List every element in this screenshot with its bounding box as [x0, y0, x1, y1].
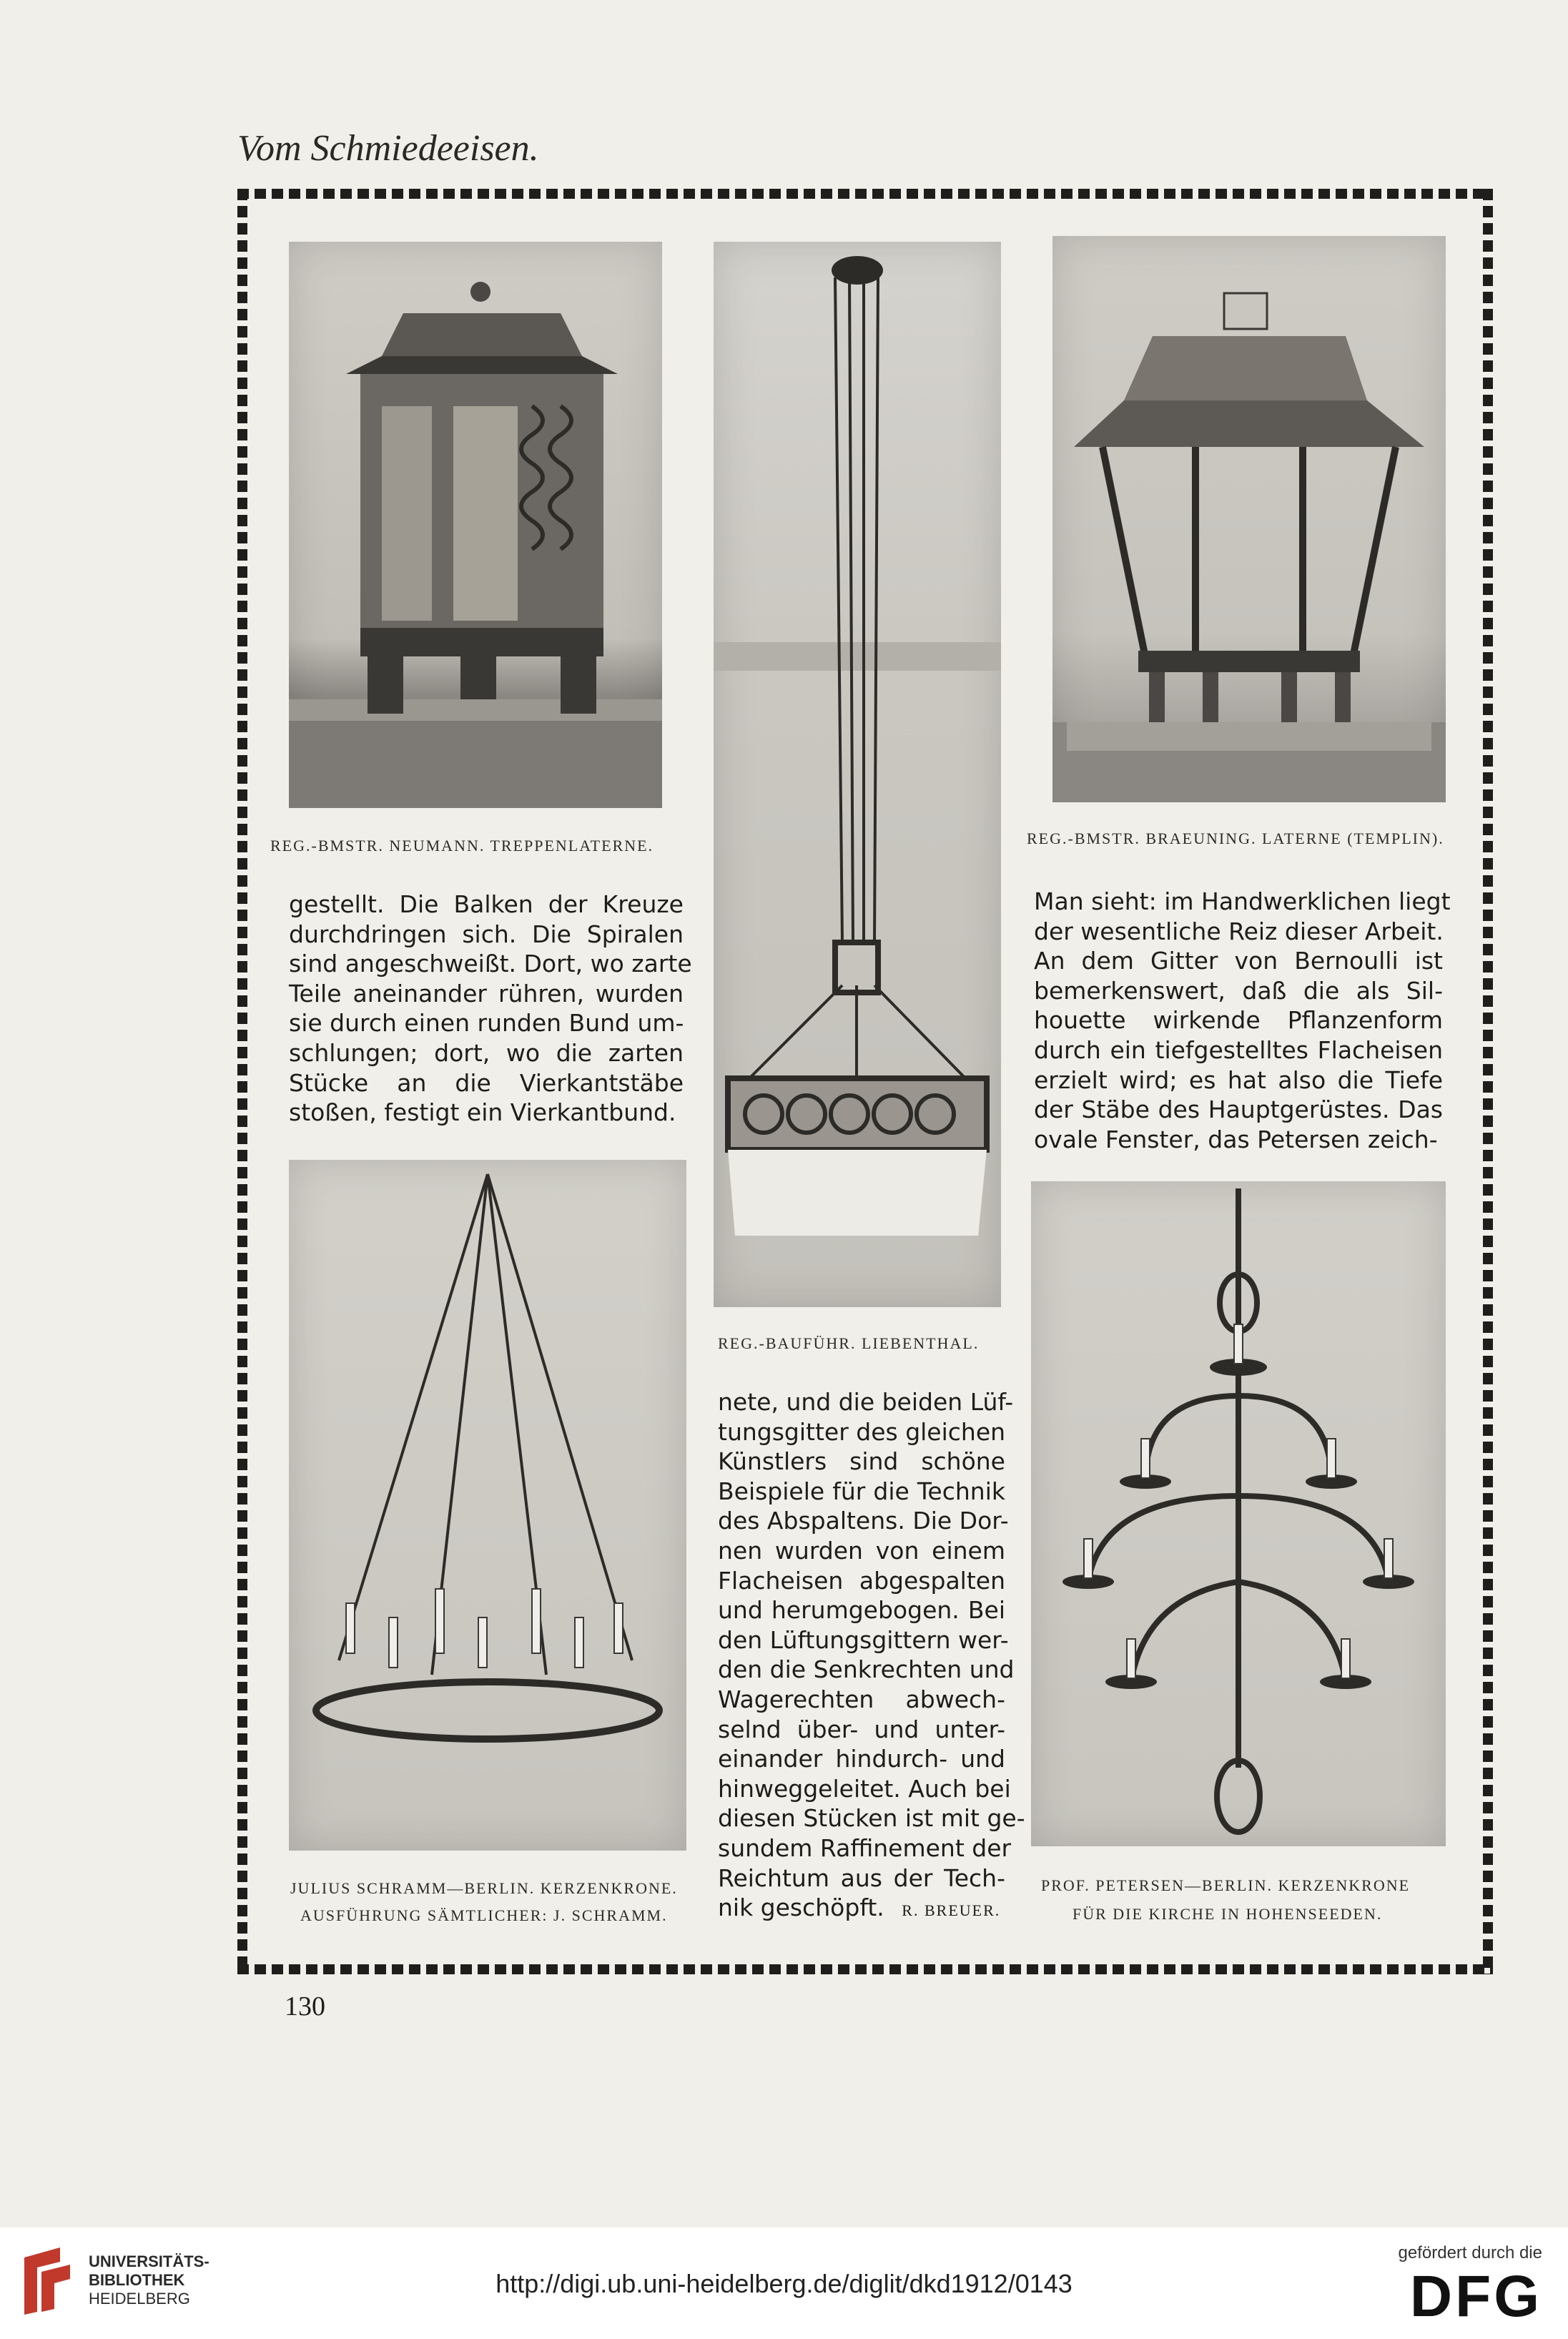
text-line: Flacheisen abgespalten: [718, 1566, 1005, 1595]
text-line: selnd über- und unter-: [718, 1715, 1005, 1743]
photo-schramm-chandelier: [289, 1160, 686, 1851]
text-line: durch ein tiefgestelltes Flacheisen: [1034, 1035, 1443, 1064]
text-line: Wagerechten abwech-: [718, 1685, 1005, 1713]
text-line: Beispiele für die Technik: [718, 1477, 1005, 1505]
caption-pendant-lamp: REG.-BAUFÜHR. LIEBENTHAL.: [718, 1334, 980, 1352]
photo-stair-lantern: [289, 242, 662, 808]
funded-by-label: gefördert durch die: [1398, 2243, 1542, 2262]
text-line: Teile aneinander rühren, wurden: [289, 979, 684, 1008]
text-line: sind angeschweißt. Dort, wo zarte: [289, 950, 692, 978]
caption-schramm-2: AUSFÜHRUNG SÄMTLICHER: J. SCHRAMM.: [300, 1906, 668, 1924]
text-line: sie durch einen runden Bund um-: [289, 1009, 684, 1038]
text-line: der wesentliche Reiz dieser Arbeit.: [1034, 917, 1444, 945]
text-line: Künstlers sind schöne: [718, 1447, 1005, 1476]
photo-petersen-chandelier: [1031, 1181, 1446, 1846]
templin-lantern-drawing: [1052, 236, 1446, 802]
caption-schramm-1: JULIUS SCHRAMM—BERLIN. KERZENKRONE.: [290, 1879, 678, 1897]
dfg-logo: DFG: [1409, 2264, 1542, 2329]
text-line: ovale Fenster, das Petersen zeich-: [1034, 1125, 1438, 1153]
photo-templin-lantern: [1052, 236, 1446, 802]
caption-templin-lantern: REG.-BMSTR. BRAEUNING. LATERNE (TEMPLIN).: [1027, 829, 1444, 847]
text-line: den Lüftungsgittern wer-: [718, 1625, 1009, 1654]
library-line: UNIVERSITÄTS-: [89, 2252, 209, 2270]
frame-left: [237, 189, 247, 1974]
library-line: HEIDELBERG: [89, 2290, 190, 2308]
footer-bar: [0, 2227, 1568, 2339]
text-line: hinweggeleitet. Auch bei: [718, 1774, 1011, 1803]
text-line: Man sieht: im Handwerklichen liegt: [1034, 887, 1451, 915]
text-line: Stücke an die Vierkantstäbe: [289, 1068, 684, 1097]
text-line-final: [718, 1893, 1005, 1926]
page-number: 130: [285, 1991, 325, 2022]
petersen-chandelier-drawing: [1031, 1181, 1446, 1846]
text-column-right: [1034, 887, 1451, 1154]
text-line: erzielt wird; es hat also die Tiefe: [1034, 1065, 1443, 1094]
library-line: BIBLIOTHEK: [89, 2271, 185, 2289]
caption-petersen-2: FÜR DIE KIRCHE IN HOHENSEEDEN.: [1073, 1905, 1383, 1923]
text-line: schlungen; dort, wo die zarten: [289, 1038, 684, 1067]
text-line: diesen Stücken ist mit ge-: [718, 1804, 1025, 1833]
source-url-link[interactable]: http://digi.ub.uni-heidelberg.de/diglit/dkd1912/0143: [495, 2269, 1073, 2298]
caption-petersen-1: PROF. PETERSEN—BERLIN. KERZENKRONE: [1041, 1876, 1411, 1894]
text-column-left: [289, 890, 692, 1128]
text-line: bemerkenswert, daß die als Sil-: [1034, 976, 1443, 1005]
text-line: stoßen, festigt ein Vierkantbund.: [289, 1098, 676, 1127]
frame-right: [1483, 189, 1493, 1974]
schramm-chandelier-drawing: [289, 1160, 686, 1851]
text-line: nete, und die beiden Lüf-: [718, 1388, 1014, 1416]
text-line: durchdringen sich. Die Spiralen: [289, 920, 684, 948]
text-line: und herumgebogen. Bei: [718, 1596, 1005, 1625]
text-line: gestellt. Die Balken der Kreuze: [289, 890, 684, 918]
author-signature: R. BREUER.: [902, 1901, 1001, 1920]
text-line: An dem Gitter von Bernoulli ist: [1034, 947, 1443, 975]
running-head: Vom Schmiedeeisen.: [237, 128, 539, 169]
pendant-lamp-drawing: [714, 242, 1001, 1307]
text-line: der Stäbe des Hauptgerüstes. Das: [1034, 1095, 1443, 1124]
text-line: des Abspaltens. Die Dor-: [718, 1507, 1009, 1535]
text-column-center: [718, 1387, 1025, 1926]
text-line: sundem Raffinement der: [718, 1833, 1012, 1862]
frame-top: [237, 189, 1493, 199]
text-line: einander hindurch- und: [718, 1745, 1005, 1773]
stair-lantern-drawing: [289, 242, 662, 808]
text-line: tungsgitter des gleichen: [718, 1417, 1006, 1446]
text-line: houette wirkende Pflanzenform: [1034, 1006, 1443, 1035]
text-line: Reichtum aus der Tech-: [718, 1863, 1005, 1892]
text-line: den die Senkrechten und: [718, 1655, 1015, 1684]
caption-stair-lantern: REG.-BMSTR. NEUMANN. TREPPENLATERNE.: [270, 837, 654, 855]
photo-pendant-lamp: [714, 242, 1001, 1307]
frame-bottom: [237, 1964, 1493, 1974]
text-line: nik geschöpft.: [718, 1894, 884, 1922]
text-line: nen wurden von einem: [718, 1536, 1005, 1565]
